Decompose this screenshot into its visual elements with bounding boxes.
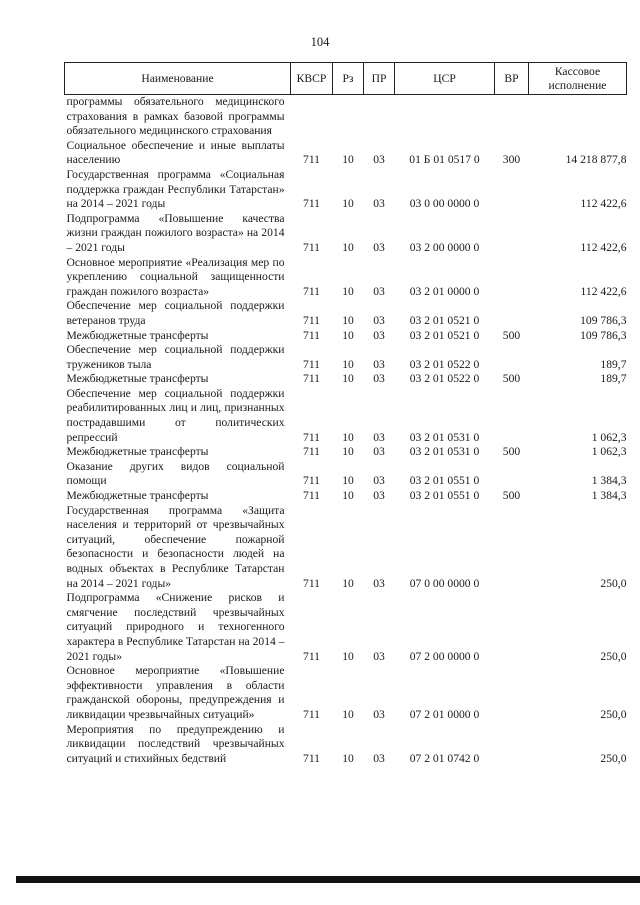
row-kvsr: 711 bbox=[303, 489, 320, 503]
row-name: Обеспечение мер социальной поддержки тружеников тыла bbox=[66, 343, 285, 371]
table-row bbox=[65, 212, 627, 256]
budget-sheet bbox=[64, 62, 626, 766]
scan-edge-band bbox=[16, 876, 640, 883]
row-amount: 1 062,3 bbox=[591, 430, 627, 444]
row-csr bbox=[395, 95, 495, 139]
row-vr bbox=[495, 95, 529, 139]
row-csr: 03 2 01 0531 0 bbox=[409, 445, 480, 459]
row-rz: 10 bbox=[342, 240, 354, 254]
row-amount: 250,0 bbox=[600, 751, 627, 765]
row-rz: 10 bbox=[342, 649, 354, 663]
row-pr: 03 bbox=[373, 649, 385, 663]
row-csr: 03 2 01 0521 0 bbox=[409, 313, 480, 327]
header-csr: ЦСР bbox=[395, 63, 495, 95]
row-vr: 500 bbox=[502, 372, 521, 386]
row-name: Государственная программа «Защита населения и территорий от чрезвычайных ситуаций, обеспечение пожарной безопасности и безопасности людей на водных объектах в Республике Татарстан на 2014 – 2021 годы» bbox=[66, 503, 285, 590]
table-row bbox=[65, 95, 627, 139]
row-name: Обеспечение мер социальной поддержки реабилитированных лиц и лиц, признанных пострадавшими от политических репрессий bbox=[66, 386, 285, 444]
row-pr: 03 bbox=[373, 430, 385, 444]
row-vr bbox=[495, 299, 529, 328]
row-pr: 03 bbox=[373, 284, 385, 298]
row-vr bbox=[495, 212, 529, 256]
row-rz: 10 bbox=[342, 284, 354, 298]
row-rz: 10 bbox=[342, 576, 354, 590]
row-vr bbox=[495, 256, 529, 300]
row-vr bbox=[495, 343, 529, 372]
row-vr: 500 bbox=[502, 489, 521, 503]
row-vr bbox=[495, 460, 529, 489]
row-amount: 109 786,3 bbox=[580, 313, 627, 327]
row-amount: 112 422,6 bbox=[580, 197, 627, 211]
row-name: Межбюджетные трансферты bbox=[66, 489, 209, 503]
row-rz: 10 bbox=[342, 707, 354, 721]
row-name: программы обязательного медицинского страхования в рамках базовой программы обязательного медицинского страхования bbox=[66, 95, 285, 138]
row-amount: 1 384,3 bbox=[591, 474, 627, 488]
row-rz: 10 bbox=[342, 357, 354, 371]
row-name: Подпрограмма «Снижение рисков и смягчение последствий чрезвычайных ситуаций природного и техногенного характера в Республике Татарстан на 2014 – 2021 годы» bbox=[66, 591, 285, 663]
row-amount bbox=[529, 95, 627, 139]
row-name: Основное мероприятие «Реализация мер по укреплению социальной защищенности граждан пожилого возраста» bbox=[66, 255, 285, 298]
table-row bbox=[65, 139, 627, 168]
row-kvsr: 711 bbox=[303, 197, 320, 211]
row-csr: 03 2 00 0000 0 bbox=[409, 240, 480, 254]
table-row bbox=[65, 489, 627, 504]
header-pr: ПР bbox=[364, 63, 395, 95]
row-amount: 1 384,3 bbox=[591, 489, 627, 503]
row-name: Обеспечение мер социальной поддержки ветеранов труда bbox=[66, 299, 285, 327]
row-name: Межбюджетные трансферты bbox=[66, 372, 209, 386]
header-kvsr: КВСР bbox=[291, 63, 333, 95]
row-pr: 03 bbox=[373, 445, 385, 459]
row-pr: 03 bbox=[373, 751, 385, 765]
row-rz: 10 bbox=[342, 372, 354, 386]
row-vr: 500 bbox=[502, 328, 521, 342]
row-vr bbox=[495, 723, 529, 767]
row-amount: 250,0 bbox=[600, 649, 627, 663]
row-pr: 03 bbox=[373, 707, 385, 721]
row-csr: 03 2 01 0551 0 bbox=[409, 474, 480, 488]
row-name: Мероприятия по предупреждению и ликвидации последствий чрезвычайных ситуаций и стихийных бедствий bbox=[66, 722, 285, 765]
row-csr: 03 2 01 0521 0 bbox=[409, 328, 480, 342]
table-row bbox=[65, 445, 627, 460]
row-csr: 07 2 00 0000 0 bbox=[409, 649, 480, 663]
row-name: Межбюджетные трансферты bbox=[66, 328, 209, 342]
row-amount: 189,7 bbox=[600, 372, 627, 386]
row-pr: 03 bbox=[373, 240, 385, 254]
row-kvsr: 711 bbox=[303, 284, 320, 298]
table-row bbox=[65, 460, 627, 489]
row-pr: 03 bbox=[373, 328, 385, 342]
row-kvsr: 711 bbox=[303, 649, 320, 663]
table-row bbox=[65, 387, 627, 445]
table-header bbox=[65, 63, 627, 95]
row-kvsr: 711 bbox=[303, 445, 320, 459]
row-rz: 10 bbox=[342, 489, 354, 503]
table-row bbox=[65, 591, 627, 664]
row-kvsr: 711 bbox=[303, 153, 320, 167]
row-pr: 03 bbox=[373, 357, 385, 371]
header-row bbox=[65, 63, 627, 95]
row-vr bbox=[495, 664, 529, 722]
row-amount: 189,7 bbox=[600, 357, 627, 371]
row-csr: 07 0 00 0000 0 bbox=[409, 576, 480, 590]
header-name: Наименование bbox=[65, 63, 291, 95]
row-kvsr: 711 bbox=[303, 372, 320, 386]
table-row bbox=[65, 372, 627, 387]
row-kvsr: 711 bbox=[303, 474, 320, 488]
row-rz: 10 bbox=[342, 430, 354, 444]
row-csr: 03 2 01 0000 0 bbox=[409, 284, 480, 298]
table-row bbox=[65, 299, 627, 328]
row-kvsr: 711 bbox=[303, 576, 320, 590]
row-csr: 07 2 01 0000 0 bbox=[409, 707, 480, 721]
header-cash: Кассовое исполнение bbox=[529, 63, 627, 95]
row-name: Подпрограмма «Повышение качества жизни граждан пожилого возраста» на 2014 – 2021 годы bbox=[66, 211, 285, 254]
table-row bbox=[65, 504, 627, 592]
row-csr: 01 Б 01 0517 0 bbox=[409, 153, 480, 167]
table-body bbox=[65, 95, 627, 767]
row-vr: 500 bbox=[502, 445, 521, 459]
row-vr bbox=[495, 387, 529, 445]
row-amount: 109 786,3 bbox=[580, 328, 627, 342]
row-pr: 03 bbox=[373, 313, 385, 327]
row-csr: 07 2 01 0742 0 bbox=[409, 751, 480, 765]
row-name: Государственная программа «Социальная поддержка граждан Республики Татарстан» на 2014 – 2021 годы bbox=[66, 167, 285, 211]
table-row bbox=[65, 723, 627, 767]
budget-table bbox=[64, 62, 627, 766]
row-pr: 03 bbox=[373, 197, 385, 211]
table-row bbox=[65, 256, 627, 300]
row-csr: 03 0 00 0000 0 bbox=[409, 197, 480, 211]
table-row bbox=[65, 329, 627, 344]
row-name: Межбюджетные трансферты bbox=[66, 445, 209, 459]
row-pr: 03 bbox=[373, 576, 385, 590]
row-amount: 112 422,6 bbox=[580, 240, 627, 254]
row-kvsr: 711 bbox=[303, 313, 320, 327]
row-csr: 03 2 01 0522 0 bbox=[409, 372, 480, 386]
row-rz: 10 bbox=[342, 153, 354, 167]
row-amount: 250,0 bbox=[600, 576, 627, 590]
row-name: Основное мероприятие «Повышение эффективности управления в области гражданской обороны, предупреждения и ликвидации чрезвычайных ситуаций» bbox=[66, 664, 285, 721]
row-rz bbox=[333, 95, 364, 139]
row-kvsr: 711 bbox=[303, 357, 320, 371]
row-kvsr: 711 bbox=[303, 328, 320, 342]
row-kvsr: 711 bbox=[303, 707, 320, 721]
row-kvsr: 711 bbox=[303, 751, 320, 765]
row-rz: 10 bbox=[342, 474, 354, 488]
header-vr: ВР bbox=[495, 63, 529, 95]
row-pr: 03 bbox=[373, 489, 385, 503]
row-amount: 250,0 bbox=[600, 707, 627, 721]
row-rz: 10 bbox=[342, 751, 354, 765]
row-vr: 300 bbox=[502, 153, 521, 167]
row-kvsr: 711 bbox=[303, 430, 320, 444]
row-pr: 03 bbox=[373, 474, 385, 488]
row-vr bbox=[495, 591, 529, 664]
row-pr bbox=[364, 95, 395, 139]
row-csr: 03 2 01 0522 0 bbox=[409, 357, 480, 371]
row-kvsr: 711 bbox=[303, 240, 320, 254]
row-pr: 03 bbox=[373, 153, 385, 167]
table-row bbox=[65, 664, 627, 722]
row-rz: 10 bbox=[342, 328, 354, 342]
table-row bbox=[65, 343, 627, 372]
row-rz: 10 bbox=[342, 197, 354, 211]
row-amount: 1 062,3 bbox=[591, 445, 627, 459]
row-rz: 10 bbox=[342, 445, 354, 459]
row-kvsr bbox=[291, 95, 333, 139]
row-name: Социальное обеспечение и иные выплаты населению bbox=[66, 138, 285, 167]
row-rz: 10 bbox=[342, 313, 354, 327]
row-vr bbox=[495, 504, 529, 592]
header-rz: Рз bbox=[333, 63, 364, 95]
row-vr bbox=[495, 168, 529, 212]
row-pr: 03 bbox=[373, 372, 385, 386]
row-amount: 112 422,6 bbox=[580, 284, 627, 298]
page-number: 104 bbox=[310, 35, 330, 49]
table-row bbox=[65, 168, 627, 212]
row-csr: 03 2 01 0551 0 bbox=[409, 489, 480, 503]
row-amount: 14 218 877,8 bbox=[565, 153, 627, 167]
row-csr: 03 2 01 0531 0 bbox=[409, 430, 480, 444]
row-name: Оказание других видов социальной помощи bbox=[66, 459, 285, 488]
